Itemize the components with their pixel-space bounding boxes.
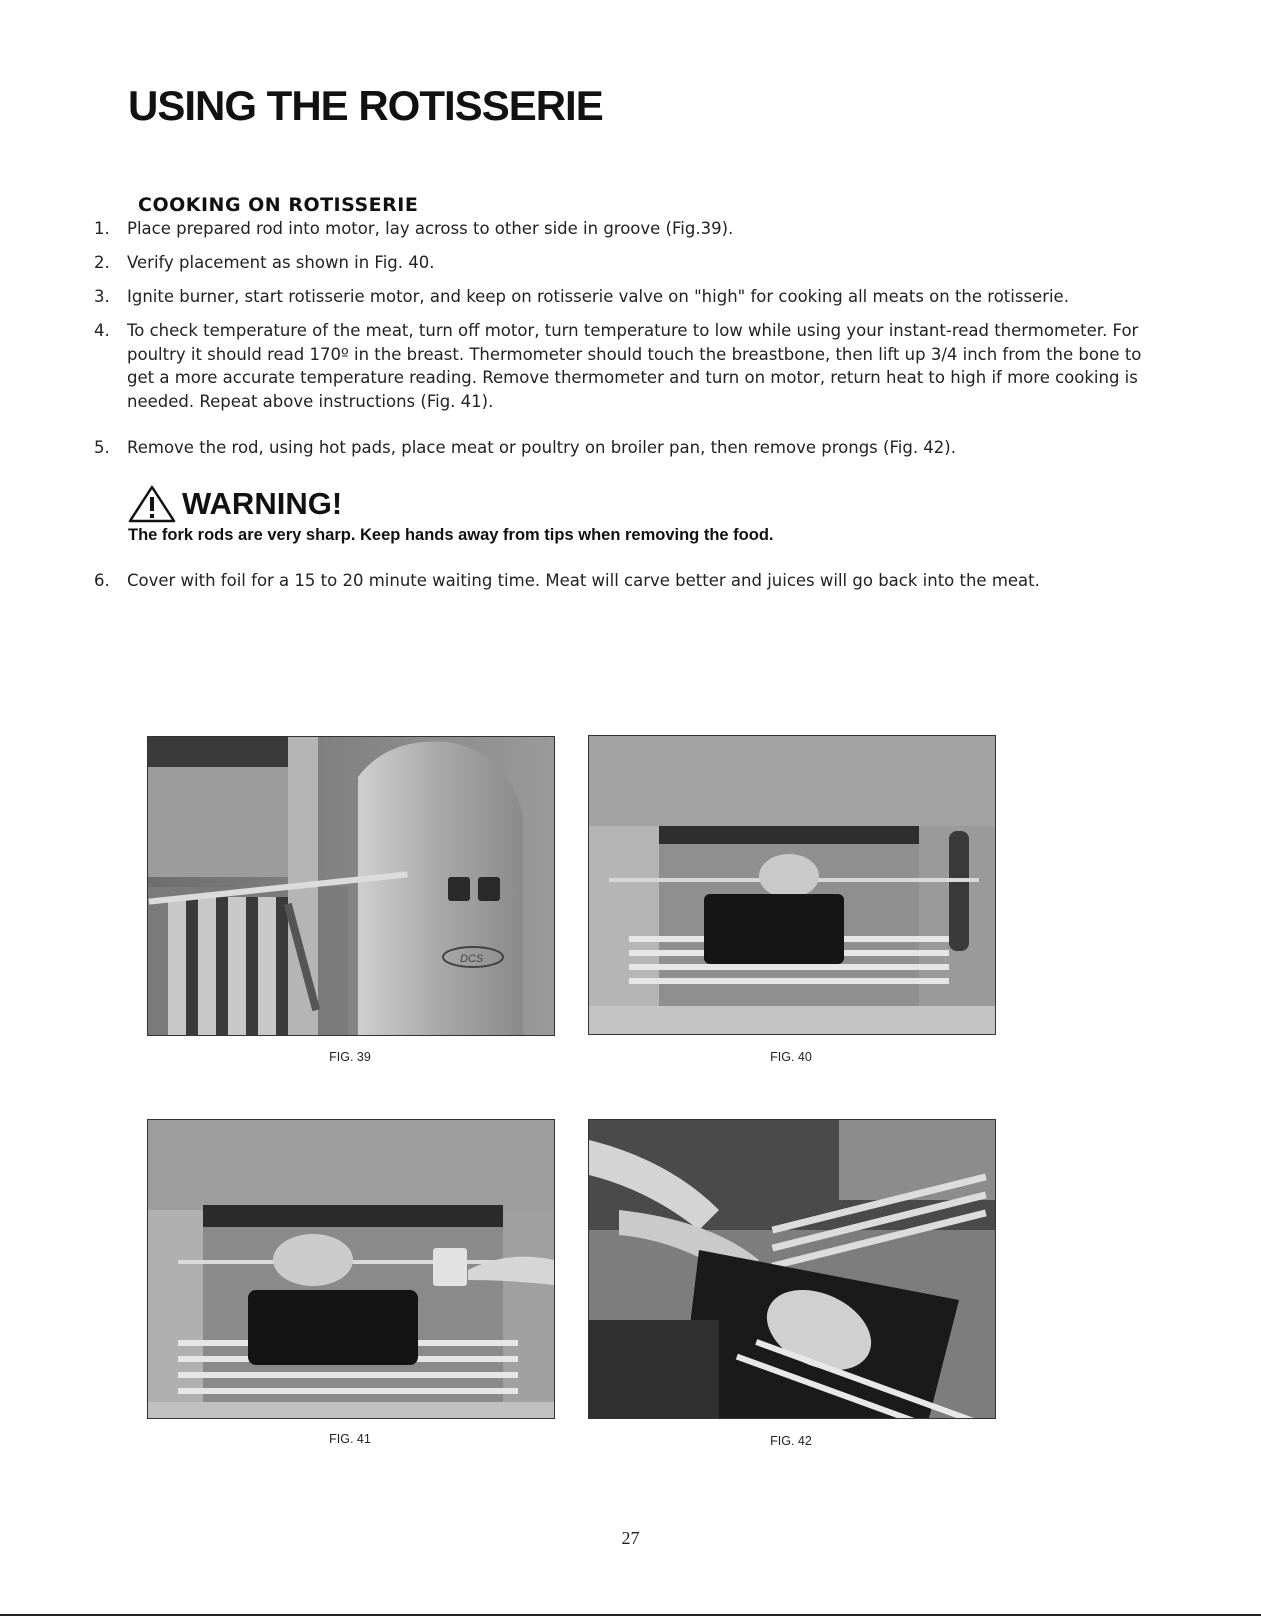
- page-title: USING THE ROTISSERIE: [128, 82, 603, 129]
- warning-title: WARNING!: [182, 486, 343, 521]
- figure-caption: FIG. 42: [770, 1434, 812, 1448]
- bottom-rule: [0, 1614, 1261, 1616]
- figure-caption: FIG. 39: [329, 1050, 371, 1064]
- step-number: 5.: [94, 438, 110, 457]
- step-item: [94, 569, 1144, 593]
- figure-42-photo: [588, 1119, 996, 1419]
- step-number: 4.: [94, 321, 110, 340]
- step-number: 2.: [94, 253, 110, 272]
- page-number: 27: [621, 1528, 640, 1548]
- warning-block: [128, 484, 1028, 545]
- figure-40-photo: [588, 735, 996, 1035]
- step-number: 3.: [94, 287, 110, 306]
- step-text: Cover with foil for a 15 to 20 minute waiting time. Meat will carve better and juices will go back into the meat.: [127, 571, 1040, 590]
- step-text: To check temperature of the meat, turn off motor, turn temperature to low while using your instant-read thermometer. For poultry it should read 170º in the breast. Thermometer should touch the breastbone, then lift up 3/4 inch from the bone to get a more accurate temperature reading. Remove thermometer and turn on motor, return heat to high if more cooking is needed. Repeat above instructions (Fig. 41).: [127, 321, 1142, 411]
- step-item: [94, 285, 1144, 309]
- figure-39-photo: [147, 736, 555, 1036]
- step-text: Verify placement as shown in Fig. 40.: [127, 253, 435, 272]
- step-number: 1.: [94, 219, 110, 238]
- step-item: [94, 251, 1144, 275]
- figure-caption: FIG. 41: [329, 1432, 371, 1446]
- dcs-logo: DCS: [460, 953, 484, 965]
- step-text: Place prepared rod into motor, lay across to other side in groove (Fig.39).: [127, 219, 734, 238]
- step-item: [94, 217, 1144, 241]
- step-text: Ignite burner, start rotisserie motor, and keep on rotisserie valve on "high" for cooking all meats on the rotisserie.: [127, 287, 1069, 306]
- warning-header: [128, 484, 1028, 524]
- step-item: [94, 319, 1144, 413]
- section-heading: COOKING ON ROTISSERIE: [138, 194, 419, 216]
- step-item: [94, 436, 1144, 460]
- figure-41-photo: [147, 1119, 555, 1419]
- figure-caption: FIG. 40: [770, 1050, 812, 1064]
- step-number: 6.: [94, 571, 110, 590]
- step-text: Remove the rod, using hot pads, place meat or poultry on broiler pan, then remove prongs (Fig. 42).: [127, 438, 956, 457]
- warning-triangle-icon: [128, 485, 176, 523]
- warning-text: The fork rods are very sharp. Keep hands away from tips when removing the food.: [128, 526, 774, 544]
